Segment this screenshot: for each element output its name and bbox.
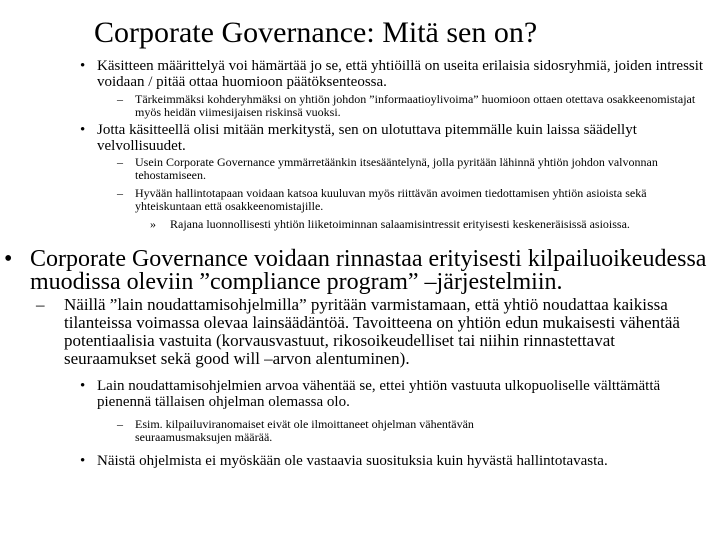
- bullet-1-text: Käsitteen määrittelyä voi hämärtää jo se, että yhtiöillä on useita erilaisia sidosryhmiä, joiden intressit voidaan / pitää ottaa huomioon päätöksenteossa.: [97, 58, 704, 90]
- bullet-1-1-text: Tärkeimmäksi kohderyhmäksi on yhtiön johdon ”informaatioylivoima” huomioon ottaen otettava osakkeenomistajat myös heidän viimesijaisen riskinsä vuoksi.: [135, 92, 696, 119]
- bullet-3-1: [36, 296, 700, 368]
- bullet-2-1: [117, 156, 712, 182]
- bullet-dot: •: [80, 378, 86, 394]
- bullet-dash: –: [117, 92, 123, 106]
- bullet-3-1-1-1: [117, 418, 517, 444]
- bullet-3-text: Corporate Governance voidaan rinnastaa erityisesti kilpailuoikeudessa muodissa oleviin ”compliance program” –järjestelmiin.: [30, 246, 707, 295]
- bullet-2-2-1-text: Rajana luonnollisesti yhtiön liiketoiminnan salaamisintressit erityisesti keskeneräisissä asioissa.: [170, 217, 630, 231]
- bullet-2-2: [117, 187, 692, 213]
- bullet-dash: –: [117, 155, 123, 169]
- bullet-dash: –: [117, 186, 123, 200]
- bullet-dash: –: [36, 295, 45, 314]
- bullet-3: [4, 248, 716, 294]
- bullet-2: [80, 122, 700, 154]
- bullet-3-1-1-text: Lain noudattamisohjelmien arvoa vähentää se, ettei yhtiön vastuuta ulkopuoliselle välttämättä pienennä tällaisen ohjelman olemassa olo.: [97, 378, 661, 410]
- bullet-2-2-text: Hyvään hallintotapaan voidaan katsoa kuuluvan myös riittävän avoimen tiedottamisen yhtiön asioista sekä yhteiskuntaan että osakkeenomistajille.: [135, 186, 647, 213]
- bullet-2-2-1: [150, 218, 670, 231]
- bullet-2-1-text: Usein Corporate Governance ymmärretäänkin itsesääntelynä, jolla pyritään lähinnä yhtiön johdon valvonnan tehostamiseen.: [135, 155, 658, 182]
- bullet-dash: –: [117, 417, 123, 431]
- bullet-3-1-1: [80, 378, 700, 410]
- bullet-1-1: [117, 93, 702, 119]
- bullet-3-1-1-1-text: Esim. kilpailuviranomaiset eivät ole ilmoittaneet ohjelman vähentävän seuraamusmaksujen määrää.: [135, 417, 474, 444]
- bullet-3-1-text: Näillä ”lain noudattamisohjelmilla” pyritään varmistamaan, että yhtiö noudattaa kaikissa tilanteissa voimassa olevaa lainsäädäntöä. Tavoitteena on yhtiön edun mukaisesti vähentää potentiaalisia vastuita (korvausvastuut, rikosoikeudelliset tai niihin rinnastettavat seuraamukset sekä good will –arvon alentuminen).: [64, 295, 680, 368]
- bullet-2-text: Jotta käsitteellä olisi mitään merkitystä, sen on ulotuttava pitemmälle kuin laissa säädellyt velvollisuudet.: [97, 122, 637, 154]
- bullet-1: [80, 58, 715, 90]
- bullet-dot: •: [80, 122, 86, 138]
- bullet-3-1-2-text: Näistä ohjelmista ei myöskään ole vastaavia suosituksia kuin hyvästä hallintotavasta.: [97, 453, 608, 469]
- slide-title: Corporate Governance: Mitä sen on?: [94, 16, 538, 49]
- bullet-dot: •: [80, 453, 86, 469]
- bullet-3-1-2: [80, 453, 716, 469]
- bullet-dot: •: [80, 58, 86, 74]
- bullet-arrow: »: [150, 217, 156, 231]
- bullet-dot: •: [4, 246, 13, 272]
